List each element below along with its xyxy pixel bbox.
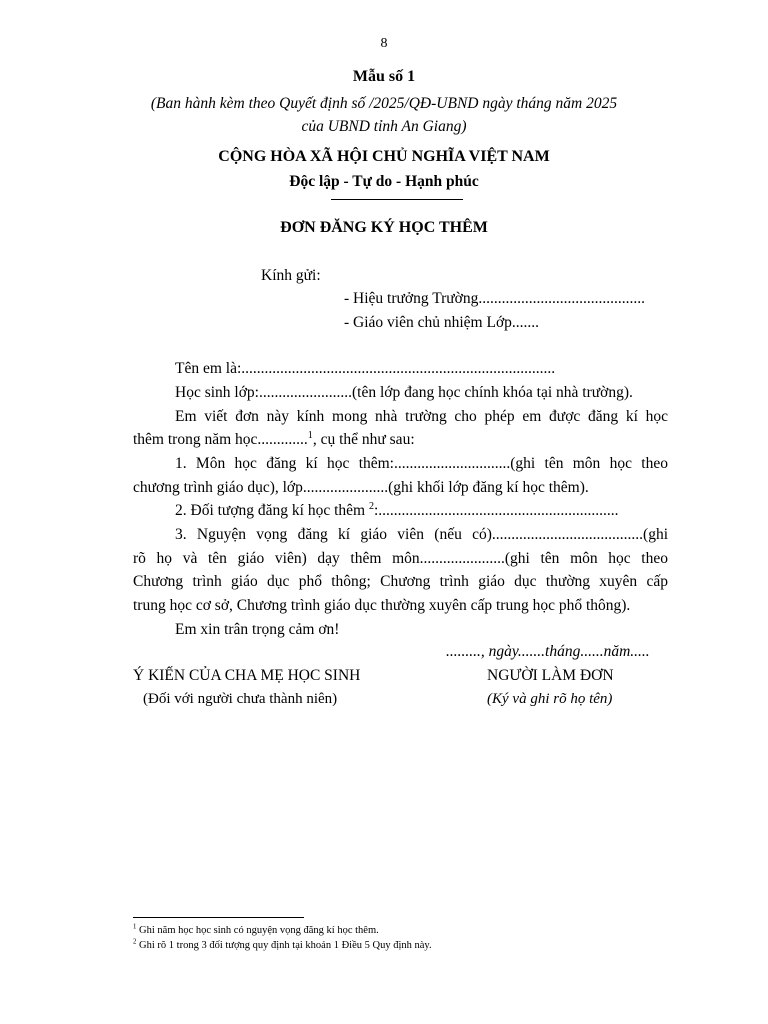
footnote-2: [133, 940, 432, 951]
closing-thanks: Em xin trân trọng cảm ơn!: [175, 621, 340, 638]
decree-reference-line-1: (Ban hành kèm theo Quyết định số /2025/QĐ-UBND ngày tháng năm 2025: [150, 95, 618, 112]
intro-line-2-rest: , cụ thể như sau:: [312, 431, 415, 448]
applicant-note: (Ký và ghi rõ họ tên): [487, 691, 613, 707]
motto-underline: [331, 199, 463, 200]
footnote-separator: [133, 917, 304, 918]
nation-name: CỘNG HÒA XÃ HỘI CHỦ NGHĨA VIỆT NAM: [218, 148, 550, 165]
item-2-text: 2. Đối tượng đăng kí học thêm: [175, 502, 369, 519]
intro-line-1: Em viết đơn này kính mong nhà trường cho phép em được đăng kí học: [175, 408, 668, 425]
item-3-line-4: trung học cơ sở, Chương trình giáo dục thường xuyên cấp trung học phổ thông).: [133, 597, 631, 614]
footnote-ref-1: 1: [307, 429, 313, 441]
page-number: 8: [380, 36, 388, 51]
recipient-homeroom-teacher: - Giáo viên chủ nhiệm Lớp.......: [344, 314, 540, 331]
item-2-rest: :..............................................................: [374, 502, 619, 519]
student-class-line: Học sinh lớp:........................(tên lớp đang học chính khóa tại nhà trường).: [175, 384, 633, 401]
form-title: Mẫu số 1: [352, 68, 416, 85]
footnote-1-mark: 1: [133, 923, 137, 931]
parent-opinion-heading: Ý KIẾN CỦA CHA MẸ HỌC SINH: [133, 667, 361, 684]
date-line: ........., ngày.......tháng......năm.....: [446, 643, 650, 660]
intro-line-2-text: thêm trong năm học.............: [133, 431, 308, 448]
footnote-ref-2: 2: [368, 500, 374, 512]
student-name-line: Tên em là:.................................................................................: [175, 360, 556, 377]
parent-opinion-note: (Đối với người chưa thành niên): [143, 691, 338, 707]
item-3-line-3: Chương trình giáo dục phổ thông; Chương trình giáo dục thường xuyên cấp: [133, 573, 668, 590]
item-1-line-1: 1. Môn học đăng kí học thêm:..............................(ghi tên môn học theo: [175, 455, 668, 472]
item-3-line-1: 3. Nguyện vọng đăng kí giáo viên (nếu có).......................................(ghi: [175, 526, 668, 543]
item-2-line: [175, 500, 619, 522]
footnote-2-text: Ghi rõ 1 trong 3 đối tượng quy định tại khoản 1 Điều 5 Quy định này.: [136, 940, 432, 951]
salutation: Kính gửi:: [261, 267, 321, 284]
document-title: ĐƠN ĐĂNG KÝ HỌC THÊM: [280, 219, 488, 236]
item-1-line-2: chương trình giáo dục), lớp......................(ghi khối lớp đăng kí học thêm).: [133, 479, 589, 496]
footnote-2-mark: 2: [133, 938, 137, 946]
decree-reference-line-2: của UBND tỉnh An Giang): [301, 118, 467, 135]
footnote-1-text: Ghi năm học học sinh có nguyện vọng đăng kí học thêm.: [136, 925, 379, 936]
applicant-heading: NGƯỜI LÀM ĐƠN: [487, 667, 614, 684]
item-3-line-2: rõ họ và tên giáo viên) dạy thêm môn......................(ghi tên môn học theo: [133, 550, 668, 567]
intro-line-2: [133, 429, 415, 451]
national-motto: Độc lập - Tự do - Hạnh phúc: [289, 173, 479, 190]
footnote-1: [133, 925, 379, 936]
recipient-principal: - Hiệu trưởng Trường...........................................: [344, 290, 646, 307]
